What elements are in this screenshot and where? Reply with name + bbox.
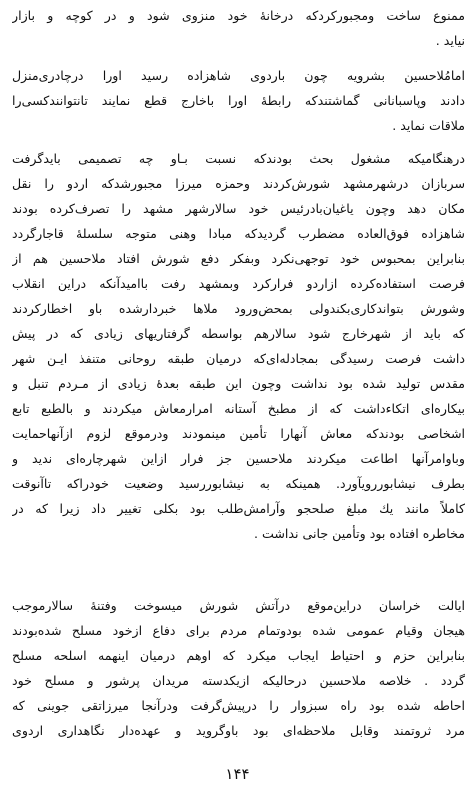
text-line: شاهزاده فوق‌العاده مضطرب گردیدکه مبادا وهنی متوجه سلسلهٔ قاجارگردد — [12, 226, 465, 241]
paragraph-1 — [12, 3, 465, 53]
text-line: مخاطره افتاده بود وتأمین جانی نداشت . — [253, 526, 465, 541]
text-line: دادند وپاسبانانی گماشتندکه رابطهٔ اورا باخارج قطع نمایند تانتوانندکسی‌را — [12, 93, 465, 108]
paragraph-2 — [12, 63, 465, 138]
text-line: وشورش بتواندکاری‌بکندولی بمحض‌ورود ملاها خبردارشده باو اخطارکردند — [12, 301, 465, 316]
text-line: مکان دهد وچون یاغیان‌بادرئیس خود سالارشهر مشهد را تصرف‌کرده بودند — [12, 201, 465, 216]
text-line: وباوامرآنها اطاعت میکردند ملاحسین جز فرار ازاین شهرچاره‌ای ندید و — [12, 451, 465, 466]
text-line: مرد ثروتمند وقابل ملاحظه‌ای بود باوگروید و عهده‌دار نگاهداری اردوی — [12, 723, 465, 738]
text-line: نیاید . — [435, 33, 465, 48]
text-line: ممنوع ساخت ومجبورکردکه درخانهٔ خود منزوی شود و در کوچه و بازار — [12, 8, 465, 23]
text-line: درهنگامیکه مشغول بحث بودندکه نسبت بـاو چه تصمیمی بایدگرفت — [12, 151, 465, 166]
text-line: داشت فرصت رسیدگی بمجادله‌ای‌که درمیان طبقه روحانی متنفذ ایـن شهر — [12, 351, 465, 366]
text-line: بیکاره‌ای اتکاءداشت که از مطبخ آستانه امرارمعاش میکردند و بالطبع تابع — [12, 401, 465, 416]
text-line: که باید از شهرخارج شود سالارهم بواسطه گرفتاریهای زیادی که در پیش — [12, 326, 465, 341]
text-line: احاطه شده بود راه سبزوار را درپیش‌گرفت ودرآنجا میرزاتقی جوینی که — [12, 698, 465, 713]
text-line: اشخاصی بودندکه معاش آنهارا تأمین مینمودند ودرموقع لزوم ازآنهاحمایت — [12, 426, 465, 441]
page-number: ۱۴۴ — [225, 765, 250, 783]
text-line: سربازان درشهرمشهد شورش‌کردند وحمزه میرزا مجبورشدکه اردو را نقل — [12, 176, 465, 191]
text-line: مقدس تولید شده بود نداشت وچون این طبقه بعدهٔ زیادی از مـردم تنبل و — [12, 376, 465, 391]
text-line: امامُلاحسین بشرویه چون باردوی شاهزاده رسید اورا درچادری‌منزل — [12, 68, 465, 83]
text-line: فرصت استفاده‌کرده ازاردو فرارکرد وبمشهد رفت باامیدآنکه دراین انقلاب — [12, 276, 465, 291]
text-line: ایالت خراسان دراین‌موقع درآتش شورش میسوخت وفتنهٔ سالارموجب — [12, 598, 465, 613]
paragraph-3 — [12, 146, 465, 546]
text-line: هیجان وقیام عمومی شده بودوتمام مردم برای دفاع ازخود مسلح شده‌بودند — [12, 623, 465, 638]
text-line: بنابراین حزم و احتیاط ایجاب میکرد که اوهم درمیان اینهمه اسلحه مسلح — [12, 648, 465, 663]
text-line: بنابراین بمحبوس خود توجهی‌نکرد وبفکر دفع شورش افتاد ملاحسین هم از — [12, 251, 465, 266]
paragraph-4 — [12, 593, 465, 743]
text-line: گردد . خلاصه ملاحسین درحالیکه ازیکدسته مریدان پرشور و مسلح خود — [12, 673, 465, 688]
text-line: کاملاً مانند یك مبلغ صلحجو وآرامش‌طلب بود بکلی تغییر داد زیرا که در — [12, 501, 465, 516]
text-line: ملاقات نماید . — [392, 118, 465, 133]
text-line: بطرف نیشابوررویآورد. همینکه به نیشابوررسید وضعیت خودراکه تاآنوقت — [12, 476, 465, 491]
